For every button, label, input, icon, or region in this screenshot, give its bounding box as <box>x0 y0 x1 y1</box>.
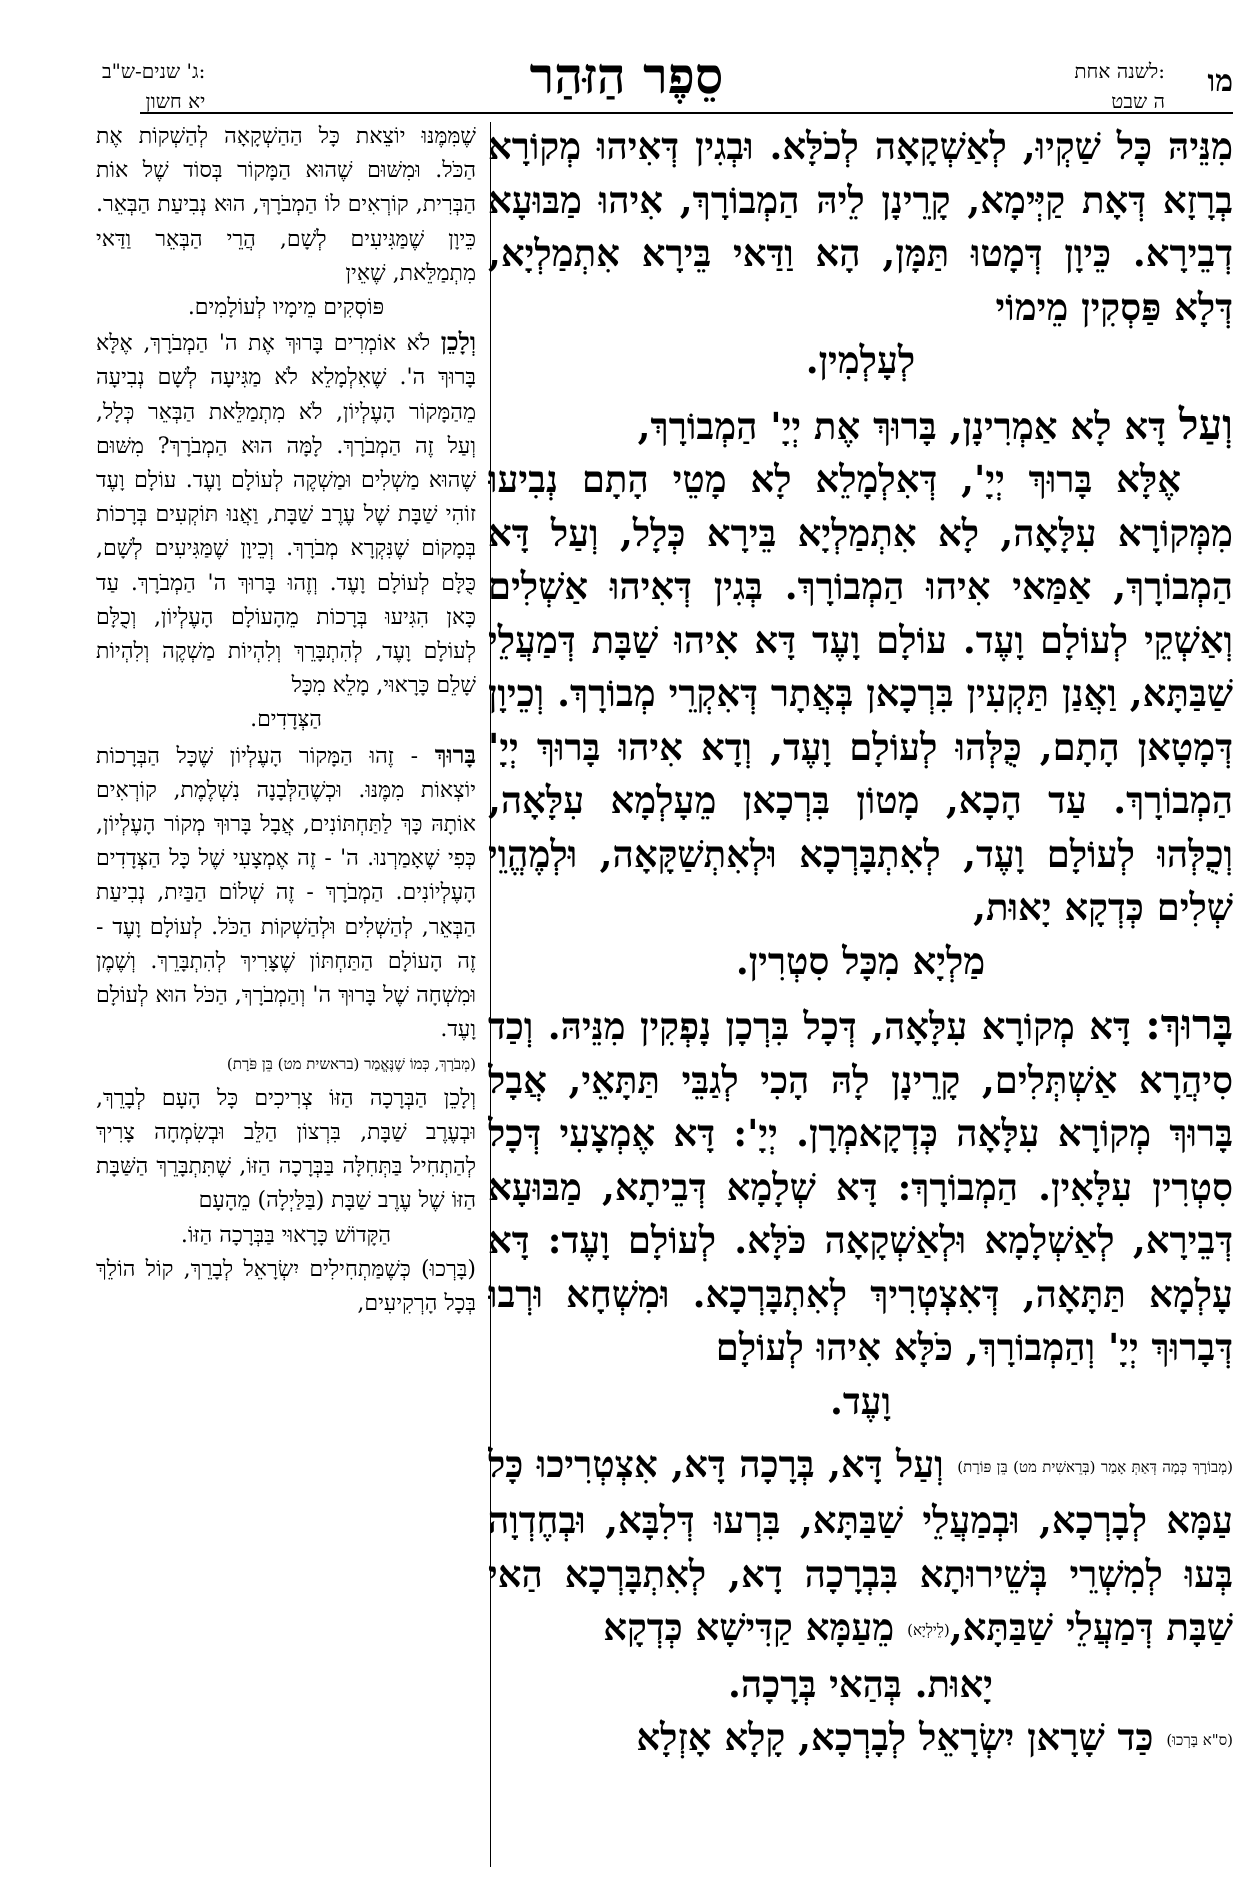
main-paragraph-end: וָעֶד. <box>829 1378 892 1423</box>
main-paragraph: (ס"א בָּרְכוּ) כַּד שָׁרָאן יִשְׂרָאֵל לְבָרְכָא, קָלָא אָזְלָא <box>636 1715 1233 1759</box>
side-source-note: (מְבֹרָךְ, כְּמוֹ שֶׁנֶּאֱמַר (בראשית מט) בֵּן פֹּרָת) <box>226 1055 476 1074</box>
schedule-line-1: לשנה אחת: <box>1074 59 1165 83</box>
aramaic-text-column <box>488 120 1233 1865</box>
side-paragraph: בָּרוּךְ - זֶהוּ הַמָּקוֹר הָעֶלְיוֹן שֶׁכָּל הַבְּרָכוֹת יוֹצְאוֹת מִמֶּנּוּ. וּכְשֶׁהַלְּבָנָה נִשְׁלֶמֶת, קוֹרְאִים אוֹתָהּ כָּךְ לַתַּחְתּוֹנִים, אֲבָל בָּרוּךְ מְקוֹר הָעֶלְיוֹן, כְּפִי שֶׁאָמַרְנוּ. ה' - זֶה אֶמְצָעִי שֶׁל כָּל הַצְּדָדִים הָעֶלְיוֹנִים. הַמְבֹרָךְ - זֶה שְׁלוֹם הַבַּיִת, נְבִיעַת הַבְּאֵר, לְהַשְׁלִים וּלְהַשְׁקוֹת הַכֹּל. לְעוֹלָם וָעֶד - זֶה הָעוֹלָם הַתַּחְתּוֹן שֶׁצָּרִיךְ לְהִתְבָּרֵךְ. וְשֶׁמֶן וּמִשְׁחָה שֶׁל בָּרוּךְ ה' וְהַמְבֹרָךְ, הַכֹּל הוּא לְעוֹלָם וָעֶד. <box>96 739 476 1043</box>
main-paragraph-end: יָאוּת. בְּהַאי בְּרָכָה. <box>728 1661 993 1706</box>
page-header <box>20 34 1233 118</box>
book-title: סֵפֶר הַזּהַר <box>529 46 724 105</box>
side-paragraph: שֶׁמִּמֶּנּוּ יוֹצֵאת כָּל הַהַשְׁקָאָה לְהַשְׁקוֹת אֶת הַכֹּל. וּמִשּׁוּם שֶׁהוּא הַמָּקוֹר בְּסוֹד שֶׁל אוֹת הַבְּרִית, קוֹרְאִים לוֹ הַמְבֹרָךְ, הוּא נְבִיעַת הַבְּאֵר. כֵּיוָן שֶׁמַּגִּיעִים לְשָׁם, הֲרֵי הַבְּאֵר וַדַּאי מִתְמַלֵּאת, שֶׁאֵין <box>96 124 476 286</box>
cycle-line-1: ג' שנים-ש"ב: <box>102 59 206 83</box>
reading-cycle <box>102 56 205 116</box>
schedule-line-2: ה שבט <box>1111 89 1165 113</box>
main-paragraph-end: לְעָלְמִין. <box>805 338 916 382</box>
main-paragraph: מִנֵּיהּ כָּל שַׁקְיוּ, לְאַשְׁקָאָה לְכֹלָּא. וּבְגִין דְּאִיהוּ מְקוֹרָא בְרָזָא דְּאָת קַיְּימָא, קָרֵינָן לֵיהּ הַמְבוֹרָךְ, אִיהוּ מַבּוּעָא דְבֵירָא. כֵּיוָן דְּמָטוּ תַּמָּן, הָא וַדַּאי בֵּירָא אִתְמַלְיָא, דְּלָא פַּסְקִין מֵימוֹי <box>488 124 1233 329</box>
main-paragraph: בָּרוּךְ: דָּא מְקוֹרָא עִלָּאָה, דְּכָל בִּרְכָן נָפְקִין מִנֵּיהּ. וְכַד סִיהֲרָא אַשְׁתְּלִים, קָרֵינָן לָהּ הָכִי לְגַבֵּי תַּתָּאֵי, אֲבָל בָּרוּךְ מְקוֹרָא עִלָּאָה כְּדְקָאמְרָן. יְיָ': דָּא אֶמְצָעִי דְּכָל סִטְרִין עִלָּאִין. הַמְבוֹרָךְ: דָּא שְׁלָמָא דְּבֵיתָא, מַבּוּעָא דְּבֵירָא, לְאַשְׁלָמָא וּלְאַשְׁקָאָה כֹּלָּא. לְעוֹלָם וָעֶד: דָּא עָלְמָא תַּתָּאָה, דְּאִצְטְרִיךְ לְאִתְבָּרְכָא. וּמִשְׁחָא וּרְבוּ דְּבָרוּךְ יְיָ' וְהַמְבוֹרָךְ, כֹּלָּא אִיהוּ לְעוֹלָם <box>488 1000 1233 1369</box>
side-paragraph-end: הַצְּדָדִים. <box>250 707 322 733</box>
side-paragraph-end: פּוֹסְקִים מֵימָיו לְעוֹלָמִים. <box>187 295 385 321</box>
side-paragraph: וְלָכֵן הַבְּרָכָה הַזּוֹ צְרִיכִים כָּל הָעָם לְבָרֵךְ, וּבְעֶרֶב שַׁבָּת, בִּרְצוֹן הַלֵּב וּבְשִׂמְחָה צָרִיךְ לְהַתְחִיל בַּתְּחִלָּה בַּבְּרָכָה הַזּוֹ, שֶׁתִּתְבָּרֵךְ הַשַּׁבָּת הַזּוֹ שֶׁל עֶרֶב שַׁבָּת (בַּלַּיְלָה) מֵהָעָם <box>96 1085 476 1214</box>
main-paragraph: וְעַל דָּא לָא אַמְרִינָן, בָּרוּךְ אֶת יְיָ' הַמְבוֹרָךְ, <box>637 399 1233 449</box>
header-rule <box>140 112 1233 114</box>
hebrew-translation-column <box>96 120 476 1865</box>
side-paragraph-end: הַקָּדוֹשׁ כָּרָאוּי בַּבְּרָכָה הַזּוֹ. <box>180 1222 392 1248</box>
page-number: מו <box>1207 64 1233 99</box>
main-paragraph: אֶלָּא בָּרוּךְ יְיָ', דְּאִלְמָלֵא לָא מָטֵי הָתָם נְבִיעוּ מִמְּקוֹרָא עִלָּאָה, לָא אִתְמַלְיָא בֵּירָא כְּלָל, וְעַל דָּא הַמְבוֹרָךְ, אַמַּאי אִיהוּ הַמְבוֹרָךְ. בְּגִין דְּאִיהוּ אַשְׁלִים וְאַשְׁקֵי לְעוֹלָם וָעֶד. עוֹלָם וָעֶד דָּא אִיהוּ שַׁבָּת דְּמַעֲלֵי שַׁבַּתָּא, וַאֲנַן תַּקְעִין בִּרְכָאן בְּאֲתָר דְּאִקְרֵי מְבוֹרָךְ. וְכֵיוָן דְּמָטָאן הָתָם, כֻּלְּהוּ לְעוֹלָם וָעֶד, וְדָא אִיהוּ בָּרוּךְ יְיָ' הַמְבוֹרָךְ. עַד הָכָא, מָטוֹן בִּרְכָאן מֵעָלְמָא עִלָּאָה, וְכֻלְּהוּ לְעוֹלָם וָעֶד, לְאִתְבָּרְכָא וּלְאִתְשַׁקָּאָה, וּלְמֶהֱוֵי שְׁלִים כְּדְקָא יָאוּת, <box>488 457 1233 929</box>
side-paragraph: וְלָכֵן לֹא אוֹמְרִים בָּרוּךְ אֶת ה' הַמְבֹרָךְ, אֶלָּא בָּרוּךְ ה'. שֶׁאִלְמָלֵא לֹא מַגִּיעָה לְשָׁם נְבִיעָה מֵהַמָּקוֹר הָעֶלְיוֹן, לֹא מִתְמַלֵּאת הַבְּאֵר כְּלָל, וְעַל זֶה הַמְבֹרָךְ. לָמָּה הוּא הַמְבֹרָךְ? מִשּׁוּם שֶׁהוּא מַשְׁלִים וּמַשְׁקֶה לְעוֹלָם וָעֶד. עוֹלָם וָעֶד זוֹהִי שַׁבָּת שֶׁל עֶרֶב שַׁבָּת, וַאֲנוּ תּוֹקְעִים בְּרָכוֹת בְּמָקוֹם שֶׁנִּקְרָא מְבֹרָךְ. וְכֵיוָן שֶׁמַּגִּיעִים לְשָׁם, כֻּלָּם לְעוֹלָם וָעֶד. וְזֶהוּ בָּרוּךְ ה' הַמְבֹרָךְ. עַד כָּאן הִגִּיעוּ בְּרָכוֹת מֵהָעוֹלָם הָעֶלְיוֹן, וְכֻלָּם לְעוֹלָם וָעֶד, לְהִתְבָּרֵךְ וְלִהְיוֹת מַשְׁקֶה וְלִהְיוֹת שָׁלֵם כָּרָאוּי, מָלֵא מִכָּל <box>96 327 476 699</box>
main-paragraph: (מְבוֹרָךְ כְּמָה דְּאַתְּ אָמַר (בְּרֵאשִׁית מט) בֵּן פּוֹרָת) וְעַל דָּא, בְּרָכָה דָּא, אִצְטְרִיכוּ כָּל עַמָּא לְבָרְכָא, וּבְמַעֲלֵי שַׁבַּתָּא, בִּרְעוּ דְּלִבָּא, וּבְחֶדְוָה בְּעוּ לְמִשְׁרֵי בְּשֵׁירוּתָא בִּבְרָכָה דָא, לְאִתְבָּרְכָא הַאי שַׁבָּת דְּמַעֲלֵי שַׁבַּתָּא,(לֵילְיָא) מֵעַמָּא קַדִּישָׁא כְּדְקָא <box>488 1442 1233 1650</box>
column-divider <box>490 122 491 1867</box>
side-paragraph: (בָּרְכוּ) כְּשֶׁמַּתְחִילִים יִשְׂרָאֵל לְבָרֵךְ, קוֹל הוֹלֵךְ בְּכָל הָרְקִיעִים, <box>96 1256 476 1316</box>
main-paragraph-end: מַלְיָא מִכָּל סִטְרִין. <box>735 938 986 983</box>
cycle-line-2: יא חשון <box>145 89 206 113</box>
